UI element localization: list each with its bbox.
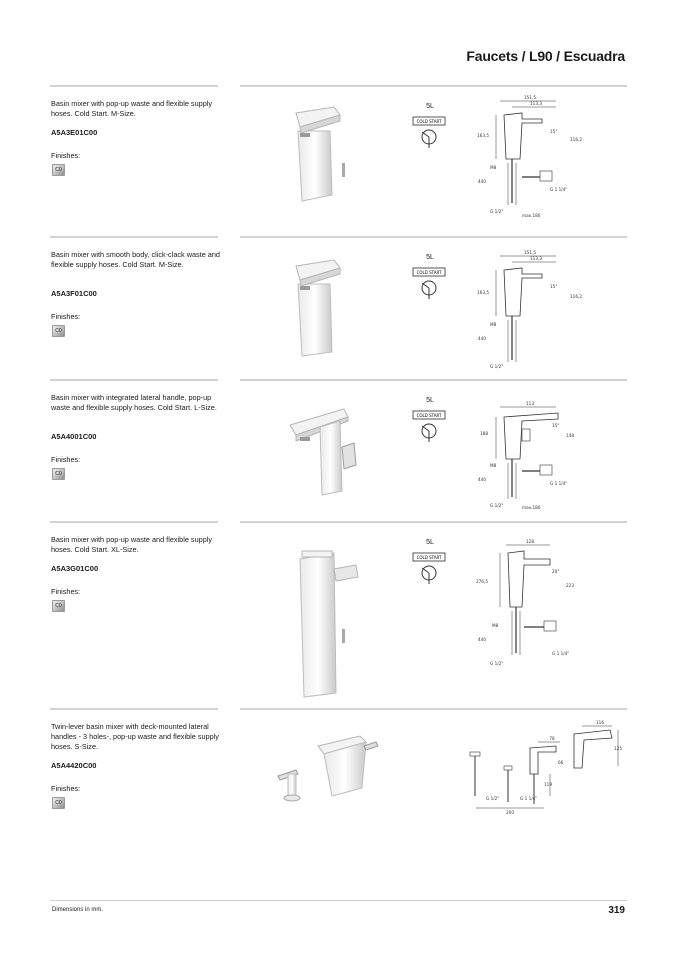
dim-label: G 1/2" [490,209,504,214]
finishes-label: Finishes: [51,151,81,160]
dim-label: M8 [490,322,497,327]
dim-label: 113,3 [530,101,542,106]
finish-chrome-swatch: C0 [52,797,65,809]
divider [240,379,627,381]
cold-start-label: COLD START [416,555,442,560]
finish-chrome-swatch: C0 [52,468,65,480]
twin-lever-faucet-image [260,716,390,816]
dim-label: 440 [478,179,486,184]
dim-label: 116,2 [570,294,582,299]
dim-label: 128 [526,539,534,544]
product-code: A5A4420C00 [51,761,97,770]
finish-chrome-swatch: C0 [52,600,65,612]
footer-note: Dimensions in mm. [52,907,104,913]
divider [50,708,218,710]
dim-label: G 1/2" [486,796,500,801]
cold-start-label: COLD START [416,270,442,275]
cold-start-icon [412,552,446,586]
dim-label: M8 [490,463,497,468]
divider [50,85,218,87]
dim-label: G 1 1/4" [550,187,568,192]
product-section-2 [50,236,627,386]
eco-flow-label: 5L [426,539,434,546]
dim-label: 151,5 [524,95,536,100]
dim-label: G 1 1/4" [552,651,570,656]
divider [240,708,627,710]
cold-start-icon [412,267,446,301]
dim-label: 66 [558,760,564,765]
divider [50,521,218,523]
dim-label: 440 [478,637,486,642]
page-title: Faucets / L90 / Escuadra [466,48,625,64]
faucet-m-size-image [260,93,380,208]
dim-label: 113 [526,401,534,406]
dim-label: 148 [566,433,574,438]
dim-label: 113,3 [530,256,542,261]
product-code: A5A4001C00 [51,432,97,441]
finishes-label: Finishes: [51,587,81,596]
dim-label: max.180 [522,213,541,218]
faucet-smooth-body-image [260,244,380,359]
dim-label: 223 [566,583,574,588]
technical-drawing [460,93,600,218]
dim-label: 78 [549,736,555,741]
product-section-3 [50,379,627,529]
dim-label: 188 [480,431,488,436]
tech-icons [412,397,448,444]
dim-label: 163,5 [477,290,489,295]
product-section-5 [50,708,627,828]
product-section-4 [50,521,627,701]
tech-icons [412,539,448,586]
technical-drawing [460,716,630,821]
dim-label: 116 [596,720,604,725]
product-section-1 [50,85,627,235]
technical-drawing [460,387,600,512]
eco-flow-label: 5L [426,103,434,110]
dim-label: 163,5 [477,133,489,138]
finishes-label: Finishes: [51,455,81,464]
dim-label: 116,2 [570,137,582,142]
finishes-label: Finishes: [51,784,81,793]
technical-drawing [460,529,600,669]
dim-label: M8 [490,165,497,170]
product-description: Twin-lever basin mixer with deck-mounted lateral handles - 3 holes-, pop-up waste and flexible supply hoses. S-Size. [51,722,219,751]
product-description: Basin mixer with pop-up waste and flexible supply hoses. Cold Start. XL-Size. [51,535,213,554]
dim-label: 125 [614,746,622,751]
dim-label: G 1/2" [490,661,504,666]
dim-label: 200 [506,810,514,815]
product-code: A5A3F01C00 [51,289,97,298]
dim-label: M8 [492,623,499,628]
footer-divider [50,900,627,901]
finishes-label: Finishes: [51,312,81,321]
dim-label: G 1/2" [490,503,504,508]
tech-icons [412,103,448,150]
cold-start-icon [412,116,446,150]
dim-label: 15° [550,284,558,289]
product-description: Basin mixer with smooth body, click-clack waste and flexible supply hoses. Cold Start. M-Size. [51,250,220,269]
faucet-xl-size-image [260,529,380,699]
eco-flow-label: 5L [426,254,434,261]
product-description: Basin mixer with integrated lateral handle, pop-up waste and flexible supply hoses. Cold Start. L-Size. [51,393,217,412]
dim-label: 15° [552,423,560,428]
divider [50,236,218,238]
technical-drawing [460,244,600,369]
product-code: A5A3G01C00 [51,564,99,573]
divider [240,236,627,238]
cold-start-icon [412,410,446,444]
dim-label: 20° [552,569,560,574]
dim-label: max.180 [522,505,541,510]
divider [240,85,627,87]
eco-flow-label: 5L [426,397,434,404]
product-description: Basin mixer with pop-up waste and flexible supply hoses. Cold Start. M-Size. [51,99,213,118]
dim-label: G 1 1/4" [550,481,568,486]
dim-label: 15° [550,129,558,134]
dim-label: G 1/2" [490,364,504,369]
dim-label: G 1 1/4" [520,796,538,801]
finish-chrome-swatch: C0 [52,325,65,337]
product-code: A5A3E01C00 [51,128,98,137]
faucet-lateral-handle-image [260,387,380,502]
divider [50,379,218,381]
cold-start-label: COLD START [416,119,442,124]
dim-label: 440 [478,336,486,341]
dim-label: 440 [478,477,486,482]
dim-label: 151,5 [524,250,536,255]
dim-label: 276,5 [476,579,488,584]
page-number: 319 [608,905,625,916]
divider [240,521,627,523]
cold-start-label: COLD START [416,413,442,418]
finish-chrome-swatch: C0 [52,164,65,176]
dim-label: 119 [544,782,552,787]
tech-icons [412,254,448,301]
